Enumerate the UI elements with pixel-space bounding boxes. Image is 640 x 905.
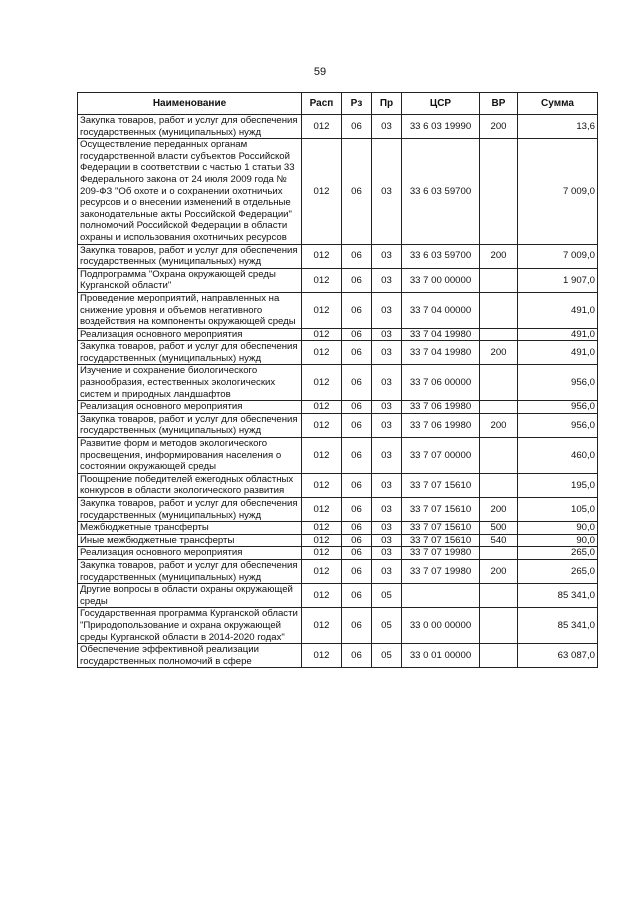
table-row xyxy=(78,401,598,414)
cell-name: Подпрограмма "Охрана окружающей среды Курганской области" xyxy=(78,268,302,292)
cell-rz: 06 xyxy=(342,438,372,474)
cell-name: Закупка товаров, работ и услуг для обеспечения государственных (муниципальных) нужд xyxy=(78,244,302,268)
cell-csr xyxy=(402,584,480,608)
cell-name: Другие вопросы в области охраны окружающей среды xyxy=(78,584,302,608)
cell-csr: 33 6 03 19990 xyxy=(402,115,480,139)
cell-pr: 03 xyxy=(372,244,402,268)
table-row xyxy=(78,365,598,401)
cell-csr: 33 7 06 19980 xyxy=(402,413,480,437)
cell-rasp: 012 xyxy=(302,244,342,268)
cell-rz: 06 xyxy=(342,115,372,139)
cell-sum: 7 009,0 xyxy=(518,244,598,268)
cell-vr: 200 xyxy=(480,244,518,268)
cell-pr: 03 xyxy=(372,139,402,244)
cell-rasp: 012 xyxy=(302,115,342,139)
table-row xyxy=(78,244,598,268)
cell-rz: 06 xyxy=(342,534,372,547)
cell-rz: 06 xyxy=(342,559,372,583)
cell-rasp: 012 xyxy=(302,534,342,547)
cell-name: Закупка товаров, работ и услуг для обеспечения государственных (муниципальных) нужд xyxy=(78,341,302,365)
cell-name: Закупка товаров, работ и услуг для обеспечения государственных (муниципальных) нужд xyxy=(78,498,302,522)
cell-name: Развитие форм и методов экологического просвещения, информирования населения о состоянии окружающей среды xyxy=(78,438,302,474)
page-number: 59 xyxy=(313,66,327,78)
cell-name: Межбюджетные трансферты xyxy=(78,522,302,535)
cell-csr: 33 7 04 19980 xyxy=(402,341,480,365)
cell-name: Закупка товаров, работ и услуг для обеспечения государственных (муниципальных) нужд xyxy=(78,115,302,139)
cell-vr xyxy=(480,584,518,608)
cell-pr: 03 xyxy=(372,473,402,497)
table-row xyxy=(78,341,598,365)
cell-rasp: 012 xyxy=(302,644,342,668)
cell-pr: 03 xyxy=(372,438,402,474)
cell-csr: 33 7 06 19980 xyxy=(402,401,480,414)
cell-pr: 03 xyxy=(372,365,402,401)
header-pr: Пр xyxy=(372,93,402,115)
table-row xyxy=(78,292,598,328)
cell-vr xyxy=(480,438,518,474)
cell-rasp: 012 xyxy=(302,608,342,644)
cell-csr: 33 7 07 15610 xyxy=(402,498,480,522)
cell-csr: 33 7 00 00000 xyxy=(402,268,480,292)
cell-pr: 05 xyxy=(372,644,402,668)
cell-vr: 200 xyxy=(480,498,518,522)
cell-rasp: 012 xyxy=(302,547,342,560)
cell-pr: 03 xyxy=(372,401,402,414)
cell-csr: 33 0 01 00000 xyxy=(402,644,480,668)
cell-rz: 06 xyxy=(342,244,372,268)
header-rz: Рз xyxy=(342,93,372,115)
cell-rasp: 012 xyxy=(302,438,342,474)
cell-sum: 90,0 xyxy=(518,534,598,547)
cell-vr xyxy=(480,644,518,668)
cell-name: Реализация основного мероприятия xyxy=(78,547,302,560)
cell-rasp: 012 xyxy=(302,292,342,328)
cell-name: Закупка товаров, работ и услуг для обеспечения государственных (муниципальных) нужд xyxy=(78,413,302,437)
cell-pr: 03 xyxy=(372,522,402,535)
cell-pr: 03 xyxy=(372,547,402,560)
table-row xyxy=(78,608,598,644)
table-row xyxy=(78,115,598,139)
header-rasp: Расп xyxy=(302,93,342,115)
cell-name: Обеспечение эффективной реализации государственных полномочий в сфере xyxy=(78,644,302,668)
table-row xyxy=(78,547,598,560)
cell-sum: 956,0 xyxy=(518,413,598,437)
header-row xyxy=(78,93,598,115)
cell-rz: 06 xyxy=(342,498,372,522)
cell-vr xyxy=(480,401,518,414)
cell-name: Изучение и сохранение биологического разнообразия, естественных экологических систем и природных ландшафтов xyxy=(78,365,302,401)
cell-pr: 03 xyxy=(372,413,402,437)
cell-pr: 03 xyxy=(372,292,402,328)
cell-vr: 200 xyxy=(480,115,518,139)
cell-rz: 06 xyxy=(342,547,372,560)
cell-rz: 06 xyxy=(342,644,372,668)
cell-name: Реализация основного мероприятия xyxy=(78,328,302,341)
cell-name: Государственная программа Курганской области "Природопользование и охрана окружающей среды Курганской области в 2014-2020 годах" xyxy=(78,608,302,644)
cell-sum: 491,0 xyxy=(518,341,598,365)
cell-name: Поощрение победителей ежегодных областных конкурсов в области экологического развития xyxy=(78,473,302,497)
cell-rasp: 012 xyxy=(302,413,342,437)
table-row xyxy=(78,413,598,437)
header-csr: ЦСР xyxy=(402,93,480,115)
cell-vr xyxy=(480,547,518,560)
cell-vr xyxy=(480,139,518,244)
cell-rz: 06 xyxy=(342,365,372,401)
cell-csr: 33 7 07 00000 xyxy=(402,438,480,474)
cell-csr: 33 7 04 00000 xyxy=(402,292,480,328)
cell-sum: 105,0 xyxy=(518,498,598,522)
cell-rz: 06 xyxy=(342,401,372,414)
cell-vr xyxy=(480,292,518,328)
cell-vr: 200 xyxy=(480,413,518,437)
cell-sum: 265,0 xyxy=(518,547,598,560)
cell-sum: 265,0 xyxy=(518,559,598,583)
cell-rz: 06 xyxy=(342,328,372,341)
table-row xyxy=(78,559,598,583)
cell-sum: 63 087,0 xyxy=(518,644,598,668)
table-body xyxy=(78,115,598,668)
cell-sum: 491,0 xyxy=(518,292,598,328)
cell-csr: 33 7 04 19980 xyxy=(402,328,480,341)
cell-csr: 33 7 06 00000 xyxy=(402,365,480,401)
cell-csr: 33 7 07 15610 xyxy=(402,534,480,547)
cell-vr xyxy=(480,473,518,497)
cell-vr xyxy=(480,608,518,644)
cell-name: Проведение мероприятий, направленных на снижение уровня и объемов негативного воздействия на компоненты окружающей среды xyxy=(78,292,302,328)
cell-rasp: 012 xyxy=(302,328,342,341)
cell-vr: 540 xyxy=(480,534,518,547)
cell-name: Реализация основного мероприятия xyxy=(78,401,302,414)
cell-rasp: 012 xyxy=(302,522,342,535)
cell-vr xyxy=(480,328,518,341)
cell-csr: 33 6 03 59700 xyxy=(402,139,480,244)
cell-sum: 85 341,0 xyxy=(518,608,598,644)
cell-pr: 03 xyxy=(372,268,402,292)
cell-rz: 06 xyxy=(342,292,372,328)
table-row xyxy=(78,534,598,547)
cell-rz: 06 xyxy=(342,608,372,644)
table-row xyxy=(78,644,598,668)
cell-name: Осуществление переданных органам государственной власти субъектов Российской Федерации в соответствии с частью 1 статьи 33 Федерального закона от 24 июля 2009 года № 209-ФЗ "Об охоте и о сохранении охотничьих ресурсов и о внесении изменений в отдельные законодательные акты Российской Федерации" полномочий Российской Федерации в области охраны и использования охотничьих ресурсов xyxy=(78,139,302,244)
cell-rz: 06 xyxy=(342,413,372,437)
cell-sum: 13,6 xyxy=(518,115,598,139)
cell-vr xyxy=(480,365,518,401)
table-row xyxy=(78,473,598,497)
cell-pr: 05 xyxy=(372,584,402,608)
cell-sum: 956,0 xyxy=(518,401,598,414)
table-row xyxy=(78,522,598,535)
cell-pr: 03 xyxy=(372,498,402,522)
cell-rasp: 012 xyxy=(302,584,342,608)
cell-rz: 06 xyxy=(342,139,372,244)
header-vr: ВР xyxy=(480,93,518,115)
table-header xyxy=(78,93,598,115)
cell-vr: 200 xyxy=(480,341,518,365)
cell-rz: 06 xyxy=(342,473,372,497)
cell-rz: 06 xyxy=(342,341,372,365)
cell-rasp: 012 xyxy=(302,365,342,401)
cell-pr: 03 xyxy=(372,328,402,341)
table-row xyxy=(78,328,598,341)
cell-pr: 05 xyxy=(372,608,402,644)
cell-vr: 200 xyxy=(480,559,518,583)
cell-vr: 500 xyxy=(480,522,518,535)
cell-pr: 03 xyxy=(372,534,402,547)
cell-rz: 06 xyxy=(342,522,372,535)
cell-rz: 06 xyxy=(342,268,372,292)
cell-sum: 7 009,0 xyxy=(518,139,598,244)
cell-rasp: 012 xyxy=(302,559,342,583)
cell-rasp: 012 xyxy=(302,139,342,244)
header-name: Наименование xyxy=(78,93,302,115)
table-row xyxy=(78,139,598,244)
cell-sum: 956,0 xyxy=(518,365,598,401)
cell-pr: 03 xyxy=(372,115,402,139)
cell-pr: 03 xyxy=(372,341,402,365)
cell-rasp: 012 xyxy=(302,401,342,414)
table-row xyxy=(78,438,598,474)
cell-csr: 33 7 07 15610 xyxy=(402,522,480,535)
cell-name: Иные межбюджетные трансферты xyxy=(78,534,302,547)
table-row xyxy=(78,498,598,522)
cell-rasp: 012 xyxy=(302,341,342,365)
table-row xyxy=(78,268,598,292)
cell-vr xyxy=(480,268,518,292)
cell-csr: 33 6 03 59700 xyxy=(402,244,480,268)
cell-rasp: 012 xyxy=(302,498,342,522)
cell-csr: 33 7 07 15610 xyxy=(402,473,480,497)
header-sum: Сумма xyxy=(518,93,598,115)
cell-sum: 491,0 xyxy=(518,328,598,341)
budget-table xyxy=(77,92,598,668)
cell-pr: 03 xyxy=(372,559,402,583)
cell-csr: 33 7 07 19980 xyxy=(402,547,480,560)
cell-rasp: 012 xyxy=(302,268,342,292)
cell-csr: 33 7 07 19980 xyxy=(402,559,480,583)
cell-sum: 195,0 xyxy=(518,473,598,497)
cell-csr: 33 0 00 00000 xyxy=(402,608,480,644)
cell-rz: 06 xyxy=(342,584,372,608)
table-row xyxy=(78,584,598,608)
cell-sum: 1 907,0 xyxy=(518,268,598,292)
cell-rasp: 012 xyxy=(302,473,342,497)
cell-sum: 460,0 xyxy=(518,438,598,474)
cell-sum: 85 341,0 xyxy=(518,584,598,608)
cell-sum: 90,0 xyxy=(518,522,598,535)
cell-name: Закупка товаров, работ и услуг для обеспечения государственных (муниципальных) нужд xyxy=(78,559,302,583)
